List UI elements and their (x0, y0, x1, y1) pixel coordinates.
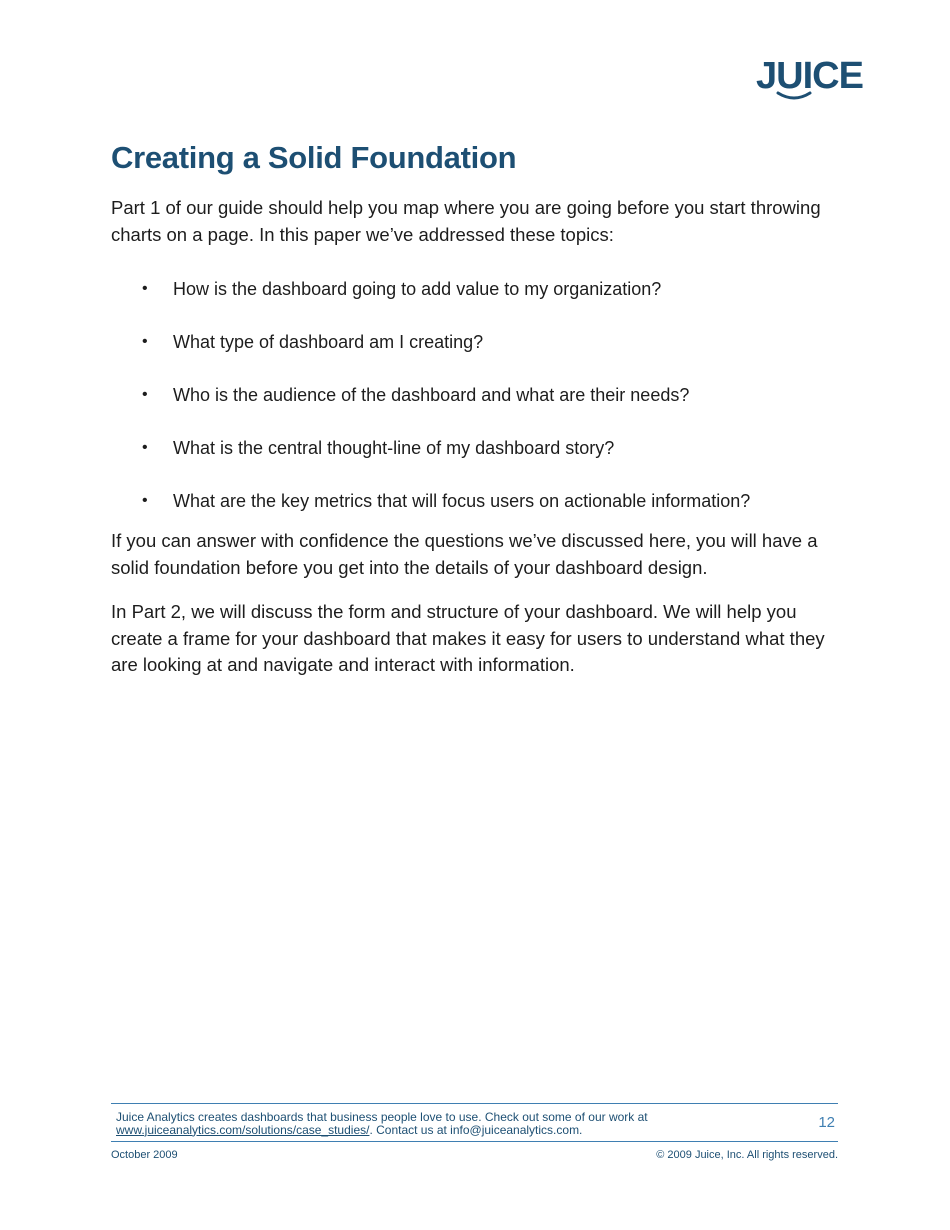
footer-divider-top (111, 1103, 838, 1104)
footer-date: October 2009 (111, 1149, 178, 1161)
bullet-icon: • (142, 386, 148, 403)
footer-note (116, 1111, 766, 1136)
bullet-icon: • (142, 333, 148, 350)
conclusion-paragraph: If you can answer with confidence the questions we’ve discussed here, you will have a solid foundation before you get into the details of your dashboard design. (111, 530, 818, 578)
list-item-text: How is the dashboard going to add value to my organization? (173, 279, 662, 299)
bullet-icon: • (142, 492, 148, 509)
list-item-text: Who is the audience of the dashboard and what are their needs? (173, 385, 690, 405)
bullet-icon: • (142, 439, 148, 456)
list-item (111, 380, 750, 433)
page-title: Creating a Solid Foundation (111, 140, 517, 175)
page-number: 12 (818, 1114, 835, 1131)
case-studies-link[interactable]: www.juiceanalytics.com/solutions/case_studies/ (116, 1122, 370, 1137)
footer-divider-bottom (111, 1141, 838, 1142)
list-item (111, 327, 750, 380)
list-item-text: What are the key metrics that will focus users on actionable information? (173, 491, 751, 511)
logo-wordmark: JUICE (756, 55, 863, 97)
logo-smile-icon (774, 90, 814, 102)
footer-note-line1: Juice Analytics creates dashboards that business people love to use. Check out some of our work at (116, 1110, 648, 1124)
next-part-paragraph: In Part 2, we will discuss the form and structure of your dashboard. We will help you create a frame for your dashboard that makes it easy for users to understand what they are looking at and navigate and interact with information. (111, 601, 825, 675)
list-item-text: What type of dashboard am I creating? (173, 332, 484, 352)
list-item (111, 274, 750, 327)
intro-paragraph: Part 1 of our guide should help you map where you are going before you start throwing charts on a page. In this paper we’ve addressed these topics: (111, 197, 821, 245)
juice-logo (756, 55, 863, 104)
list-item (111, 433, 750, 486)
list-item-text: What is the central thought-line of my dashboard story? (173, 438, 615, 458)
bullet-icon: • (142, 280, 148, 297)
footer-contact-text: . Contact us at info@juiceanalytics.com. (369, 1122, 583, 1137)
topics-list (111, 274, 750, 539)
footer-copyright: © 2009 Juice, Inc. All rights reserved. (656, 1149, 838, 1161)
